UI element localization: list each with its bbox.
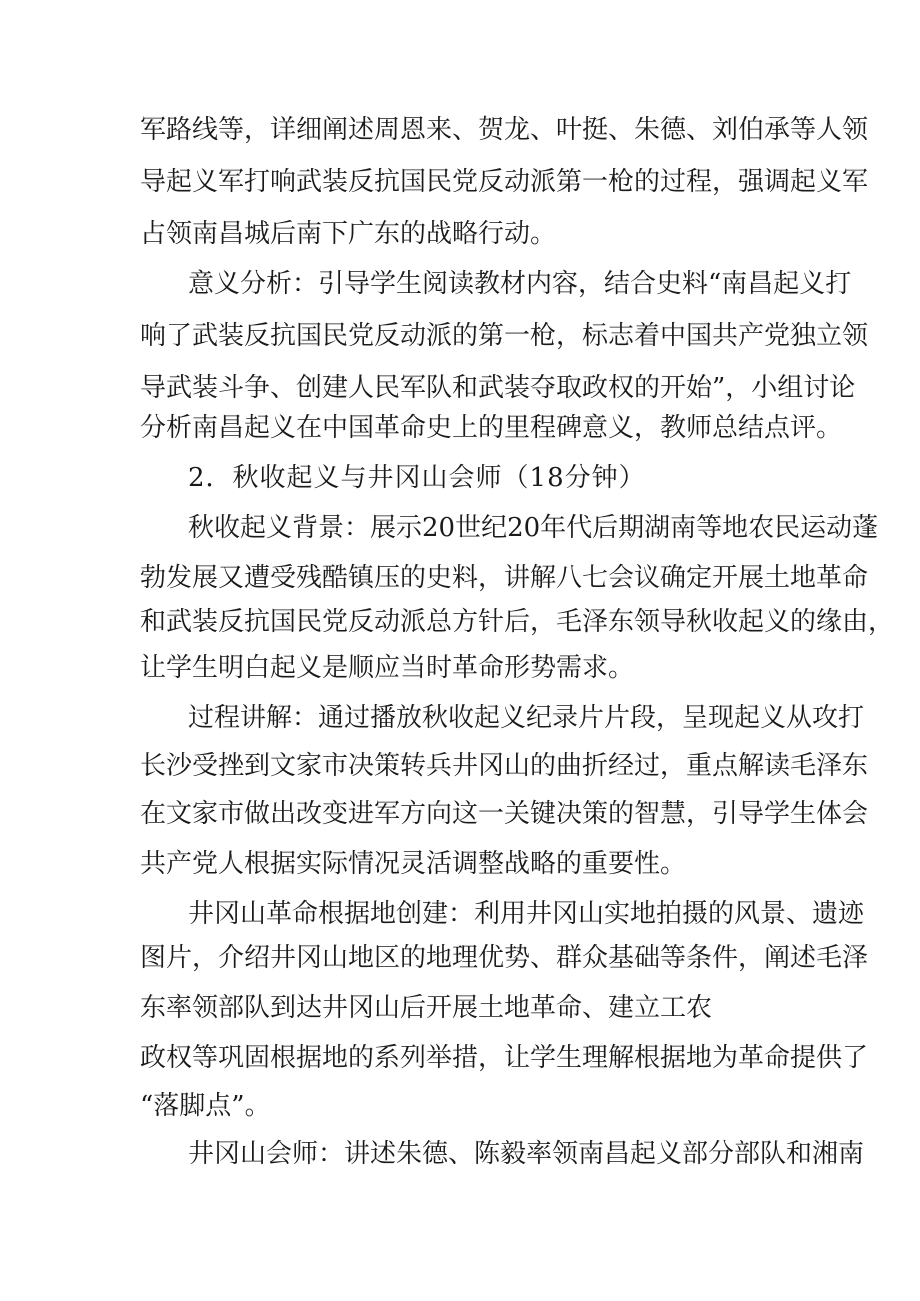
text-line: 图片，介绍井冈山地区的地理优势、群众基础等条件，阐述毛泽 xyxy=(140,943,869,973)
paragraph-first-line: 井冈山革命根据地创建：利用井冈山实地拍摄的风景、遗迹 xyxy=(188,899,865,929)
text-line: 导武装斗争、创建人民军队和武装夺取政权的开始”，小组讨论 xyxy=(140,373,856,403)
paragraph-first-line: 意义分析：引导学生阅读教材内容，结合史料“南昌起义打 xyxy=(188,269,852,299)
text-line: 政权等巩固根据地的系列举措，让学生理解根据地为革命提供了 xyxy=(140,1043,869,1073)
paragraph-first-line: 过程讲解：通过播放秋收起义纪录片片段，呈现起义从攻打 xyxy=(188,703,865,733)
text-line: 东率领部队到达井冈山后开展土地革命、建立工农 xyxy=(140,993,713,1023)
text-line: 长沙受挫到文家市决策转兵井冈山的曲折经过，重点解读毛泽东 xyxy=(140,751,869,781)
text-line: 共产党人根据实际情况灵活调整战略的重要性。 xyxy=(140,849,687,879)
text-line: 勃发展又遭受残酷镇压的史料，讲解八七会议确定开展土地革命 xyxy=(140,563,869,593)
text-line: “落脚点”。 xyxy=(140,1091,271,1121)
text-line: 导起义军打响武装反抗国民党反动派第一枪的过程，强调起义军 xyxy=(140,167,869,197)
text-line: 和武装反抗国民党反动派总方针后，毛泽东领导秋收起义的缘由， xyxy=(140,607,895,637)
text-line: 占领南昌城后南下广东的战略行动。 xyxy=(140,219,557,249)
text-line: 响了武装反抗国民党反动派的第一枪，标志着中国共产党独立领 xyxy=(140,321,869,351)
paragraph-first-line: 井冈山会师：讲述朱德、陈毅率领南昌起义部分部队和湘南 xyxy=(188,1139,865,1169)
section-heading: 2．秋收起义与井冈山会师（18分钟） xyxy=(188,463,646,493)
text-line: 军路线等，详细阐述周恩来、贺龙、叶挺、朱德、刘伯承等人领 xyxy=(140,115,869,145)
paragraph-first-line: 秋收起义背景：展示20世纪20年代后期湖南等地农民运动蓬 xyxy=(188,513,879,543)
text-line: 让学生明白起义是顺应当时革命形势需求。 xyxy=(140,653,635,683)
text-line: 在文家市做出改变进军方向这一关键决策的智慧，引导学生体会 xyxy=(140,799,869,829)
text-line: 分析南昌起义在中国革命史上的里程碑意义，教师总结点评。 xyxy=(140,413,843,443)
